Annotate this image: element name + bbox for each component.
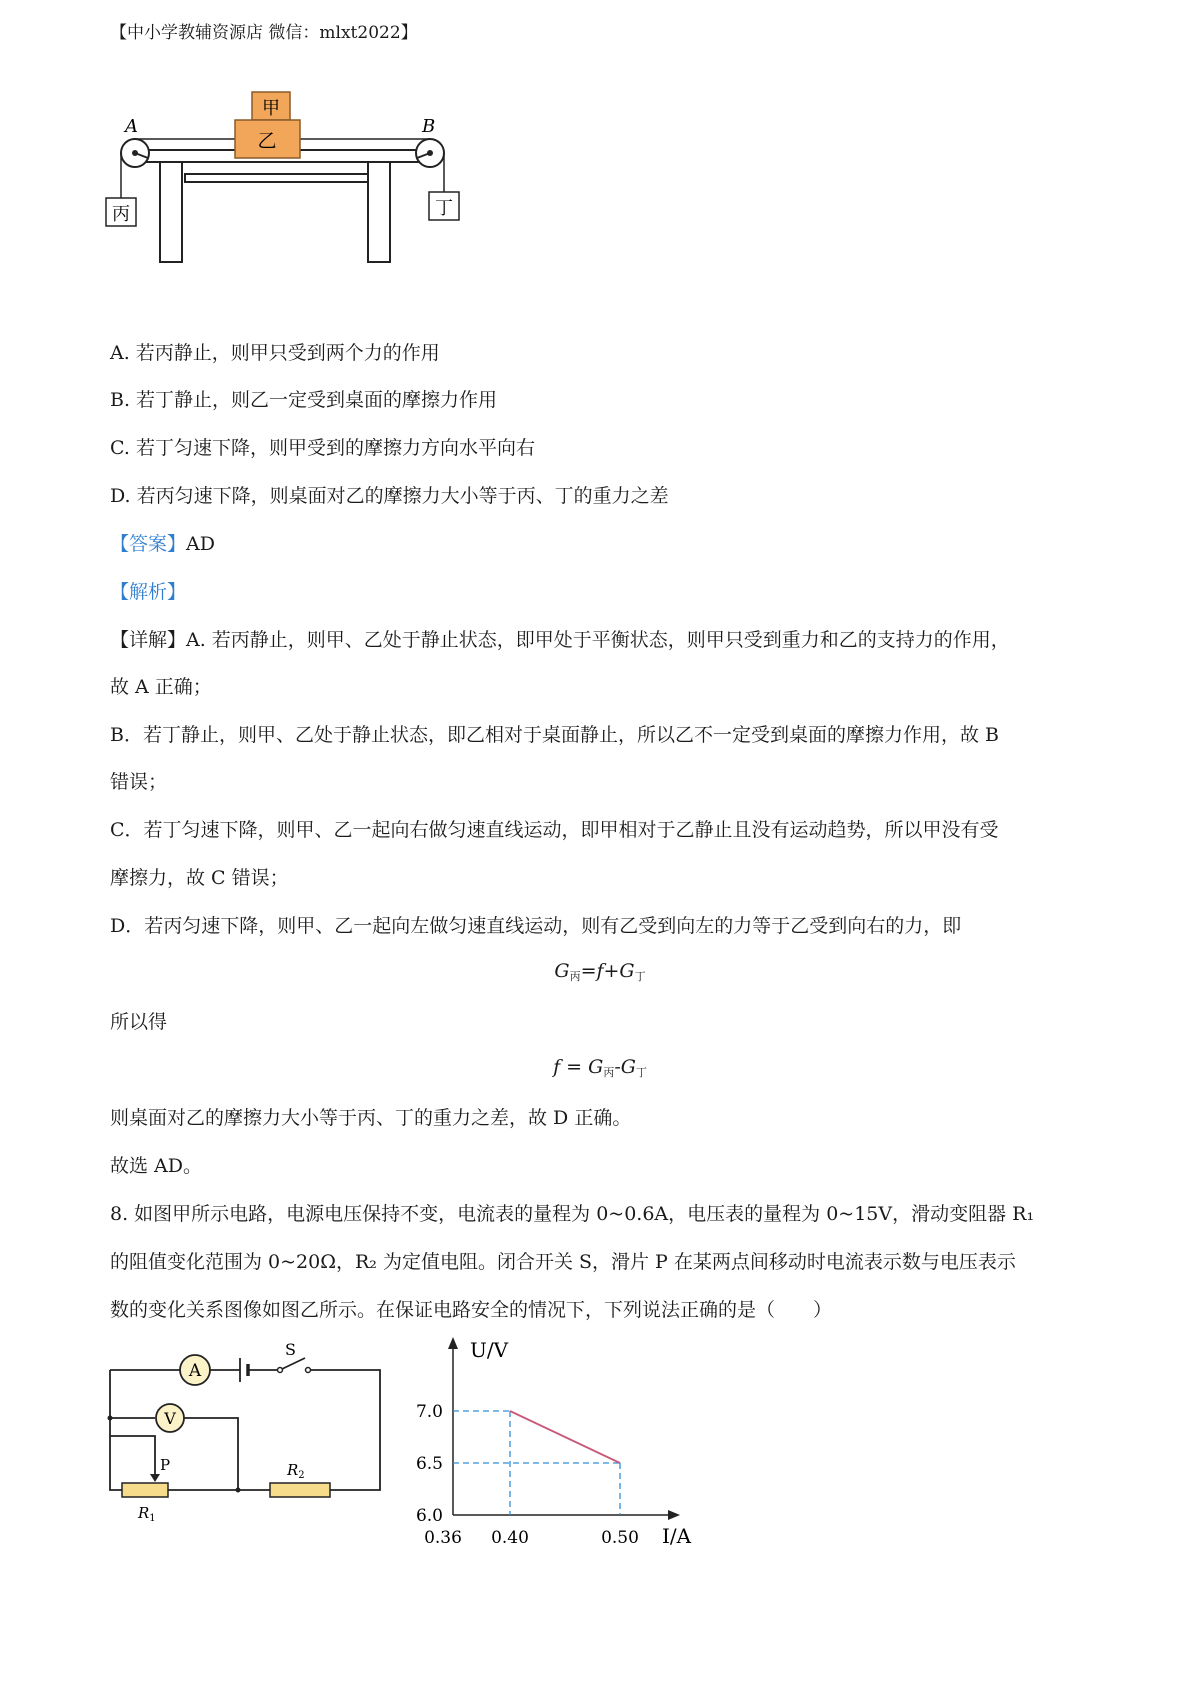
x-tick-label-1: 0.40 [491, 1528, 529, 1548]
conclusion-line-2: 故选 AD。 [110, 1155, 202, 1177]
answer-value: AD [186, 533, 215, 555]
series-line-segment [510, 1411, 620, 1463]
table-crossbar [185, 174, 385, 182]
circuit-diagram [100, 1340, 400, 1550]
q8-line-3: 数的变化关系图像如图乙所示。在保证电路安全的情况下，下列说法正确的是（ ） [110, 1299, 833, 1321]
y-axis-label: U/V [470, 1338, 509, 1362]
svg-text:A: A [188, 1361, 202, 1381]
detail-line-2: 故 A 正确； [110, 676, 212, 698]
option-a: A. 若丙静止，则甲只受到两个力的作用 [110, 342, 440, 364]
equation-2: $f = G_丙-G_丁$ [553, 1056, 647, 1079]
answer-tag: 【答案】 [110, 533, 187, 555]
y-tick-label-0: 6.0 [415, 1506, 443, 1526]
svg-text:V: V [164, 1409, 176, 1428]
svg-text:S: S [285, 1340, 296, 1359]
slider-p [150, 1474, 160, 1482]
resistor-r2 [270, 1483, 330, 1497]
detail-line-1: 【详解】A. 若丙静止，则甲、乙处于静止状态，即甲处于平衡状态，则甲只受到重力和乙的支持力的作用， [110, 629, 1010, 651]
option-d: D. 若丙匀速下降，则桌面对乙的摩擦力大小等于丙、丁的重力之差 [110, 485, 669, 507]
svg-text:乙: 乙 [257, 130, 277, 152]
label-a: A [125, 116, 138, 137]
label-b: B [422, 116, 436, 137]
ui-graph [400, 1325, 720, 1555]
y-tick-label-2: 7.0 [415, 1402, 443, 1422]
svg-text:甲: 甲 [262, 98, 280, 119]
r1-label: $R_1$ [138, 1504, 156, 1524]
detail-line-7: D．若丙匀速下降，则甲、乙一起向左做匀速直线运动，则有乙受到向左的力等于乙受到向右的力，即 [110, 915, 962, 937]
equation-1: $G_丙=f+G_丁$ [554, 960, 646, 983]
x-tick-label-2: 0.50 [601, 1528, 639, 1548]
analysis-tag: 【解析】 [110, 581, 187, 603]
svg-text:P: P [160, 1456, 171, 1474]
so-text: 所以得 [110, 1011, 168, 1033]
table-leg-left [160, 162, 182, 262]
y-tick-label-1: 6.5 [415, 1454, 443, 1474]
option-b: B. 若丁静止，则乙一定受到桌面的摩擦力作用 [110, 389, 498, 411]
y-axis-arrow [448, 1337, 458, 1349]
table-leg-right [368, 162, 390, 262]
detail-line-4: 错误； [110, 771, 168, 793]
detail-line-6: 摩擦力，故 C 错误； [110, 867, 289, 889]
resistor-r1 [122, 1483, 168, 1497]
r2-label: $R_2$ [287, 1461, 305, 1481]
page-header: 【中小学教辅资源店 微信：mlxt2022】 [110, 23, 418, 43]
q8-line-2: 的阻值变化范围为 0~20Ω，R₂ 为定值电阻。闭合开关 S，滑片 P 在某两点间移动时电流表示数与电压表示 [110, 1251, 1016, 1273]
pulley-table-figure [100, 90, 480, 290]
conclusion-line-1: 则桌面对乙的摩擦力大小等于丙、丁的重力之差，故 D 正确。 [110, 1107, 632, 1129]
option-c: C. 若丁匀速下降，则甲受到的摩擦力方向水平向右 [110, 437, 535, 459]
answer-line [110, 530, 215, 558]
x-axis-label: I/A [662, 1524, 692, 1548]
detail-line-5: C．若丁匀速下降，则甲、乙一起向右做匀速直线运动，即甲相对于乙静止且没有运动趋势，所以甲没有受 [110, 819, 999, 841]
svg-text:丁: 丁 [435, 198, 453, 219]
detail-line-3: B．若丁静止，则甲、乙处于静止状态，即乙相对于桌面静止，所以乙不一定受到桌面的摩擦力作用，故 B [110, 724, 999, 746]
x-tick-label-0: 0.36 [424, 1528, 462, 1548]
q8-line-1: 8. 如图甲所示电路，电源电压保持不变，电流表的量程为 0~0.6A，电压表的量程为 0~15V，滑动变阻器 R₁ [110, 1203, 1035, 1225]
x-axis-arrow [668, 1510, 680, 1520]
svg-text:丙: 丙 [112, 204, 130, 225]
